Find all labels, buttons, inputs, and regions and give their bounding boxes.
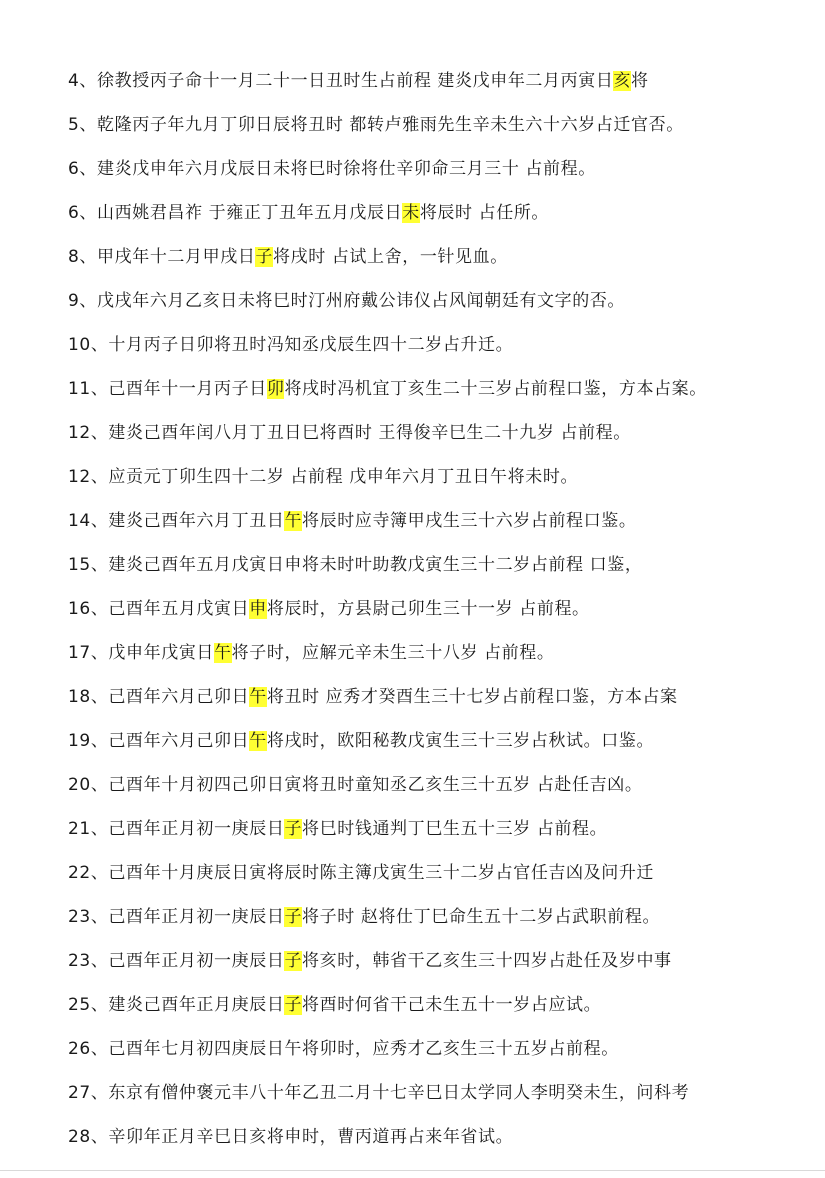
line-text: 将戌时冯机宜丁亥生二十三岁占前程口鉴，方本占案。 — [284, 379, 707, 399]
line-text: 27、东京有僧仲褒元丰八十年乙丑二月十七辛巳日太学同人李明癸未生，问科考 — [68, 1083, 690, 1103]
line-text: 将酉时何省干己未生五十一岁占应试。 — [302, 995, 602, 1015]
page-bottom-divider — [0, 1170, 825, 1171]
text-line — [68, 155, 820, 199]
line-text: 将巳时钱通判丁巳生五十三岁 占前程。 — [302, 819, 608, 839]
line-text: 将子时，应解元辛未生三十八岁 占前程。 — [231, 643, 555, 663]
text-line — [68, 1035, 820, 1079]
line-text: 18、己酉年六月己卯日 — [68, 687, 250, 707]
line-text: 11、己酉年十一月丙子日 — [68, 379, 267, 399]
highlighted-character: 申 — [249, 599, 267, 619]
line-text: 将亥时，韩省干乙亥生三十四岁占赴任及岁中事 — [302, 951, 672, 971]
text-line — [68, 1123, 820, 1167]
line-text: 将丑时 应秀才癸酉生三十七岁占前程口鉴，方本占案 — [266, 687, 678, 707]
line-text: 将辰时应寺簿甲戌生三十六岁占前程口鉴。 — [302, 511, 637, 531]
line-text: 将辰时 占任所。 — [419, 203, 550, 223]
line-text: 将子时 赵将仕丁巳命生五十二岁占武职前程。 — [302, 907, 661, 927]
highlighted-character: 午 — [214, 643, 232, 663]
text-line — [68, 287, 820, 331]
line-text: 将戌时 占试上舍，一针见血。 — [273, 247, 508, 267]
entry-list — [68, 67, 820, 1167]
text-line — [68, 859, 820, 903]
text-line — [68, 375, 820, 419]
highlighted-character: 子 — [284, 907, 303, 927]
line-text: 6、山西姚君昌祚 于雍正丁丑年五月戊辰日 — [68, 203, 403, 223]
text-line — [68, 947, 820, 991]
highlighted-character: 午 — [284, 511, 303, 531]
text-line — [68, 595, 820, 639]
highlighted-character: 子 — [284, 951, 303, 971]
line-text: 10、十月丙子日卯将丑时冯知丞戊辰生四十二岁占升迁。 — [68, 335, 514, 355]
line-text: 5、乾隆丙子年九月丁卯日辰将丑时 都转卢雅雨先生辛未生六十六岁占迁官否。 — [68, 115, 684, 135]
highlighted-character: 子 — [284, 819, 303, 839]
text-line — [68, 991, 820, 1035]
line-text: 28、辛卯年正月辛巳日亥将申时，曹丙道再占来年省试。 — [68, 1127, 514, 1147]
line-text: 将 — [631, 71, 649, 91]
line-text: 6、建炎戊申年六月戊辰日未将巳时徐将仕辛卯命三月三十 占前程。 — [68, 159, 596, 179]
line-text: 25、建炎己酉年正月庚辰日 — [68, 995, 285, 1015]
line-text: 19、己酉年六月己卯日 — [68, 731, 250, 751]
highlighted-character: 子 — [284, 995, 303, 1015]
text-line — [68, 67, 820, 111]
text-line — [68, 551, 820, 595]
line-text: 20、己酉年十月初四己卯日寅将丑时童知丞乙亥生三十五岁 占赴任吉凶。 — [68, 775, 643, 795]
text-line — [68, 1079, 820, 1123]
highlighted-character: 卯 — [266, 379, 285, 399]
line-text: 12、应贡元丁卯生四十二岁 占前程 戊申年六月丁丑日午将未时。 — [68, 467, 579, 487]
line-text: 8、甲戌年十二月甲戌日 — [68, 247, 256, 267]
line-text: 21、己酉年正月初一庚辰日 — [68, 819, 285, 839]
line-text: 12、建炎己酉年闰八月丁丑日巳将酉时 王得俊辛巳生二十九岁 占前程。 — [68, 423, 631, 443]
line-text: 26、己酉年七月初四庚辰日午将卯时，应秀才乙亥生三十五岁占前程。 — [68, 1039, 619, 1059]
line-text: 23、己酉年正月初一庚辰日 — [68, 951, 285, 971]
highlighted-character: 未 — [402, 203, 420, 223]
text-line — [68, 199, 820, 243]
text-line — [68, 463, 820, 507]
text-line — [68, 111, 820, 155]
line-text: 22、己酉年十月庚辰日寅将辰时陈主簿戊寅生三十二岁占官任吉凶及问升迁 — [68, 863, 655, 883]
text-line — [68, 771, 820, 815]
line-text: 9、戊戌年六月乙亥日未将巳时汀州府戴公讳仪占风闻朝廷有文字的否。 — [68, 291, 626, 311]
highlighted-character: 子 — [255, 247, 274, 267]
text-line — [68, 639, 820, 683]
highlighted-character: 午 — [249, 687, 267, 707]
text-line — [68, 419, 820, 463]
text-line — [68, 815, 820, 859]
highlighted-character: 亥 — [613, 71, 632, 91]
line-text: 15、建炎己酉年五月戊寅日申将未时叶助教戊寅生三十二岁占前程 口鉴， — [68, 555, 643, 575]
line-text: 23、己酉年正月初一庚辰日 — [68, 907, 285, 927]
text-line — [68, 903, 820, 947]
line-text: 16、己酉年五月戊寅日 — [68, 599, 250, 619]
line-text: 4、徐教授丙子命十一月二十一日丑时生占前程 建炎戊申年二月丙寅日 — [68, 71, 614, 91]
line-text: 17、戊申年戊寅日 — [68, 643, 215, 663]
text-line — [68, 727, 820, 771]
text-line — [68, 683, 820, 727]
highlighted-character: 午 — [249, 731, 267, 751]
line-text: 将辰时，方县尉己卯生三十一岁 占前程。 — [266, 599, 590, 619]
text-line — [68, 507, 820, 551]
line-text: 将戌时，欧阳秘教戊寅生三十三岁占秋试。口鉴。 — [266, 731, 655, 751]
line-text: 14、建炎己酉年六月丁丑日 — [68, 511, 285, 531]
text-line — [68, 243, 820, 287]
text-line — [68, 331, 820, 375]
